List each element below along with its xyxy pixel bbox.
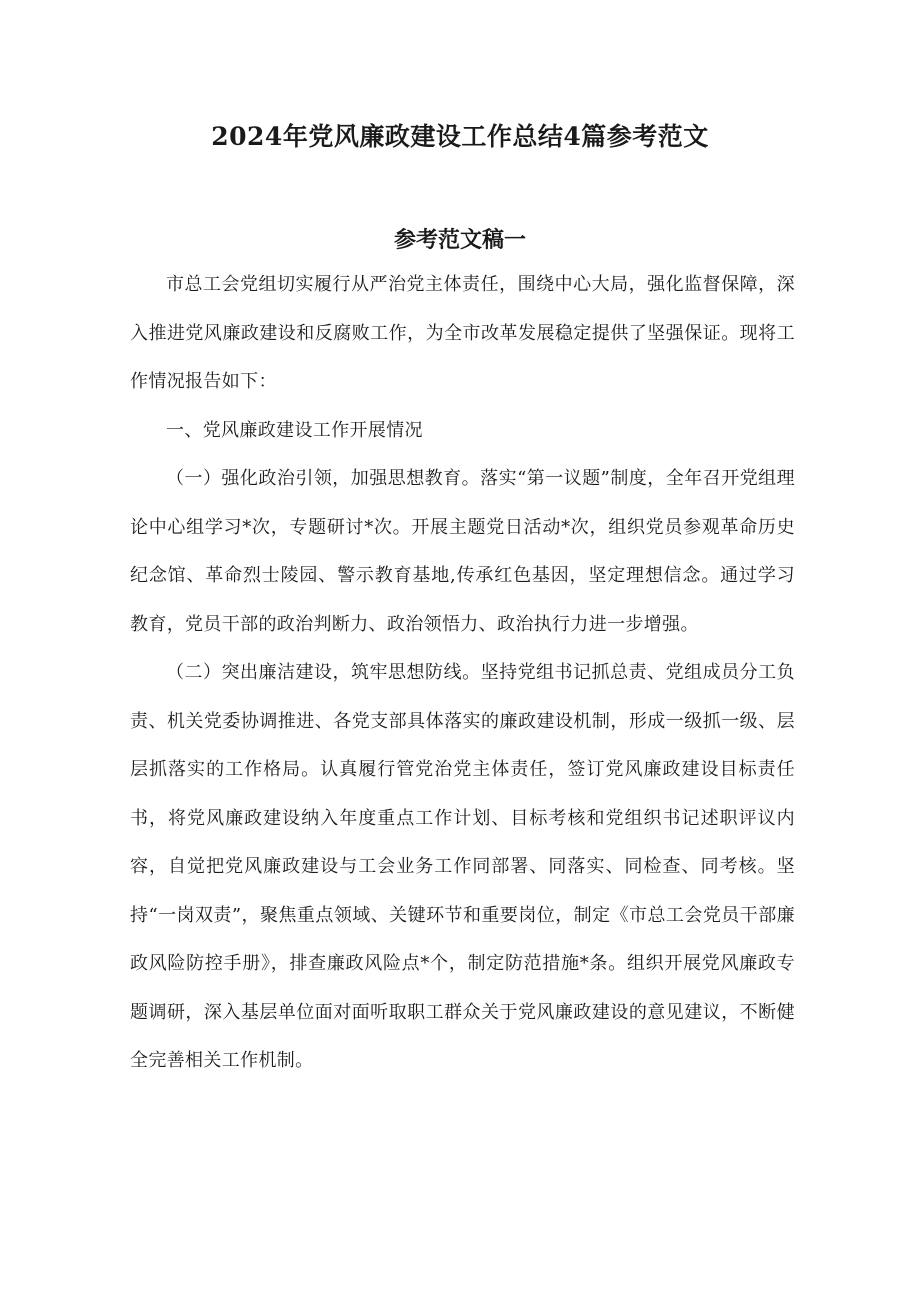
paragraph-intro: 市总工会党组切实履行从严治党主体责任，围绕中心大局，强化监督保障，深入推进党风廉政建设和反腐败工作，为全市改革发展稳定提供了坚强保证。现将工作情况报告如下：	[130, 274, 795, 392]
paragraph-item-2: （二）突出廉洁建设，筑牢思想防线。坚持党组书记抓总责、党组成员分工负责、机关党委协调推进、各党支部具体落实的廉政建设机制，形成一级抓一级、层层抓落实的工作格局。认真履行管党治党主体责任，签订党风廉政建设目标责任书，将党风廉政建设纳入年度重点工作计划、目标考核和党组织书记述职评议内容，自觉把党风廉政建设与工会业务工作同部署、同落实、同检查、同考核。坚持“一岗双责”，聚焦重点领域、关键环节和重要岗位，制定《市总工会党员干部廉政风险防控手册》，排查廉政风险点*个，制定防范措施*条。组织开展党风廉政专题调研，深入基层单位面对面听取职工群众关于党风廉政建设的意见建议，不断健全完善相关工作机制。	[130, 662, 795, 1071]
section-title: 参考范文稿一	[393, 227, 526, 253]
paragraph-item-1: （一）强化政治引领，加强思想教育。落实“第一议题”制度，全年召开党组理论中心组学习*次，专题研讨*次。开展主题党日活动*次，组织党员参观革命历史纪念馆、革命烈士陵园、警示教育基地,传承红色基因，坚定理想信念。通过学习教育，党员干部的政治判断力、政治领悟力、政治执行力进一步增强。	[130, 468, 795, 635]
document-title: 2024年党风廉政建设工作总结4篇参考范文	[211, 122, 709, 151]
paragraph-heading-1: 一、党风廉政建设工作开展情况	[166, 419, 423, 441]
document-body	[130, 261, 795, 1086]
